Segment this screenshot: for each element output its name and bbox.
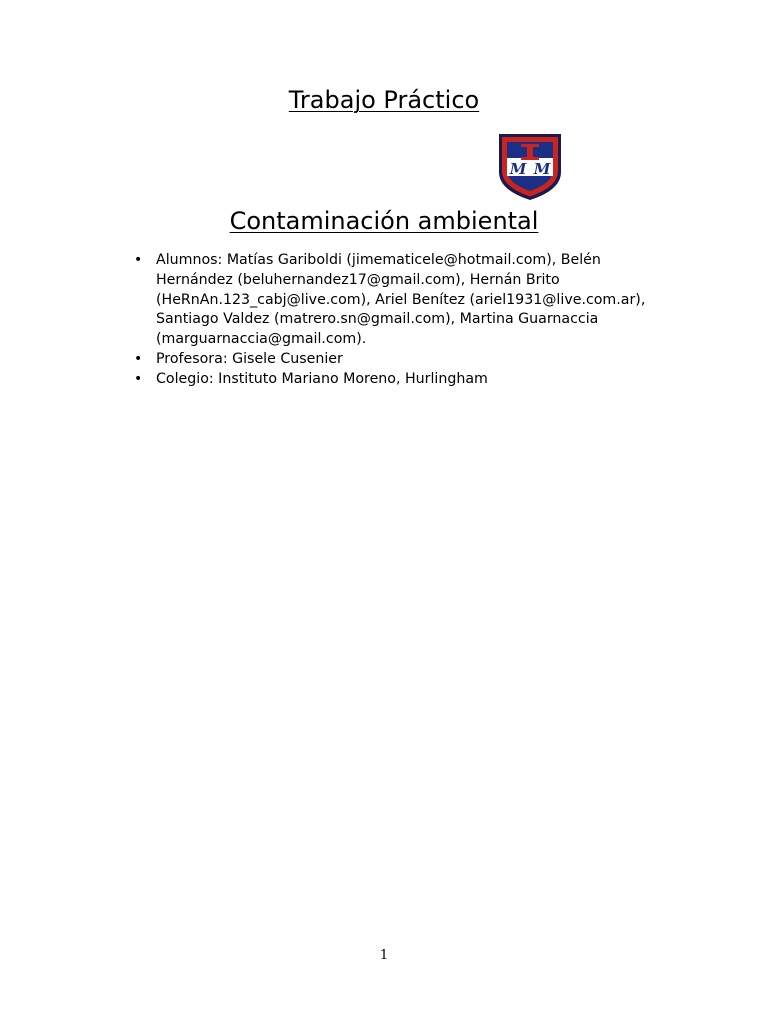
bullet-icon: • [134, 370, 143, 387]
svg-text:M: M [533, 160, 551, 178]
list-item [134, 251, 654, 350]
document-title: Trabajo Práctico [288, 86, 480, 114]
list-item [134, 370, 654, 390]
school-crest-icon [497, 132, 563, 202]
document-subtitle: Contaminación ambiental [229, 207, 539, 235]
students-text: Alumnos: Matías Gariboldi (jimematicele@hotmail.com), Belén Hernández (beluhernandez17@gmail.com), Hernán Brito (HeRnAn.123_cabj@live.com), Ariel Benítez (ariel1931@live.com.ar), Santiago Valdez (matrero.sn@gmail.com), Martina Guarnaccia (marguarnaccia@gmail.com). [156, 252, 646, 348]
list-item [134, 350, 654, 370]
teacher-text: Profesora: Gisele Cusenier [156, 350, 343, 367]
svg-text:M: M [509, 160, 527, 178]
school-text: Colegio: Instituto Mariano Moreno, Hurlingham [156, 370, 488, 387]
bullet-icon: • [134, 252, 143, 268]
info-list [134, 251, 654, 390]
bullet-icon: • [134, 350, 143, 367]
page-number: 1 [379, 948, 389, 963]
